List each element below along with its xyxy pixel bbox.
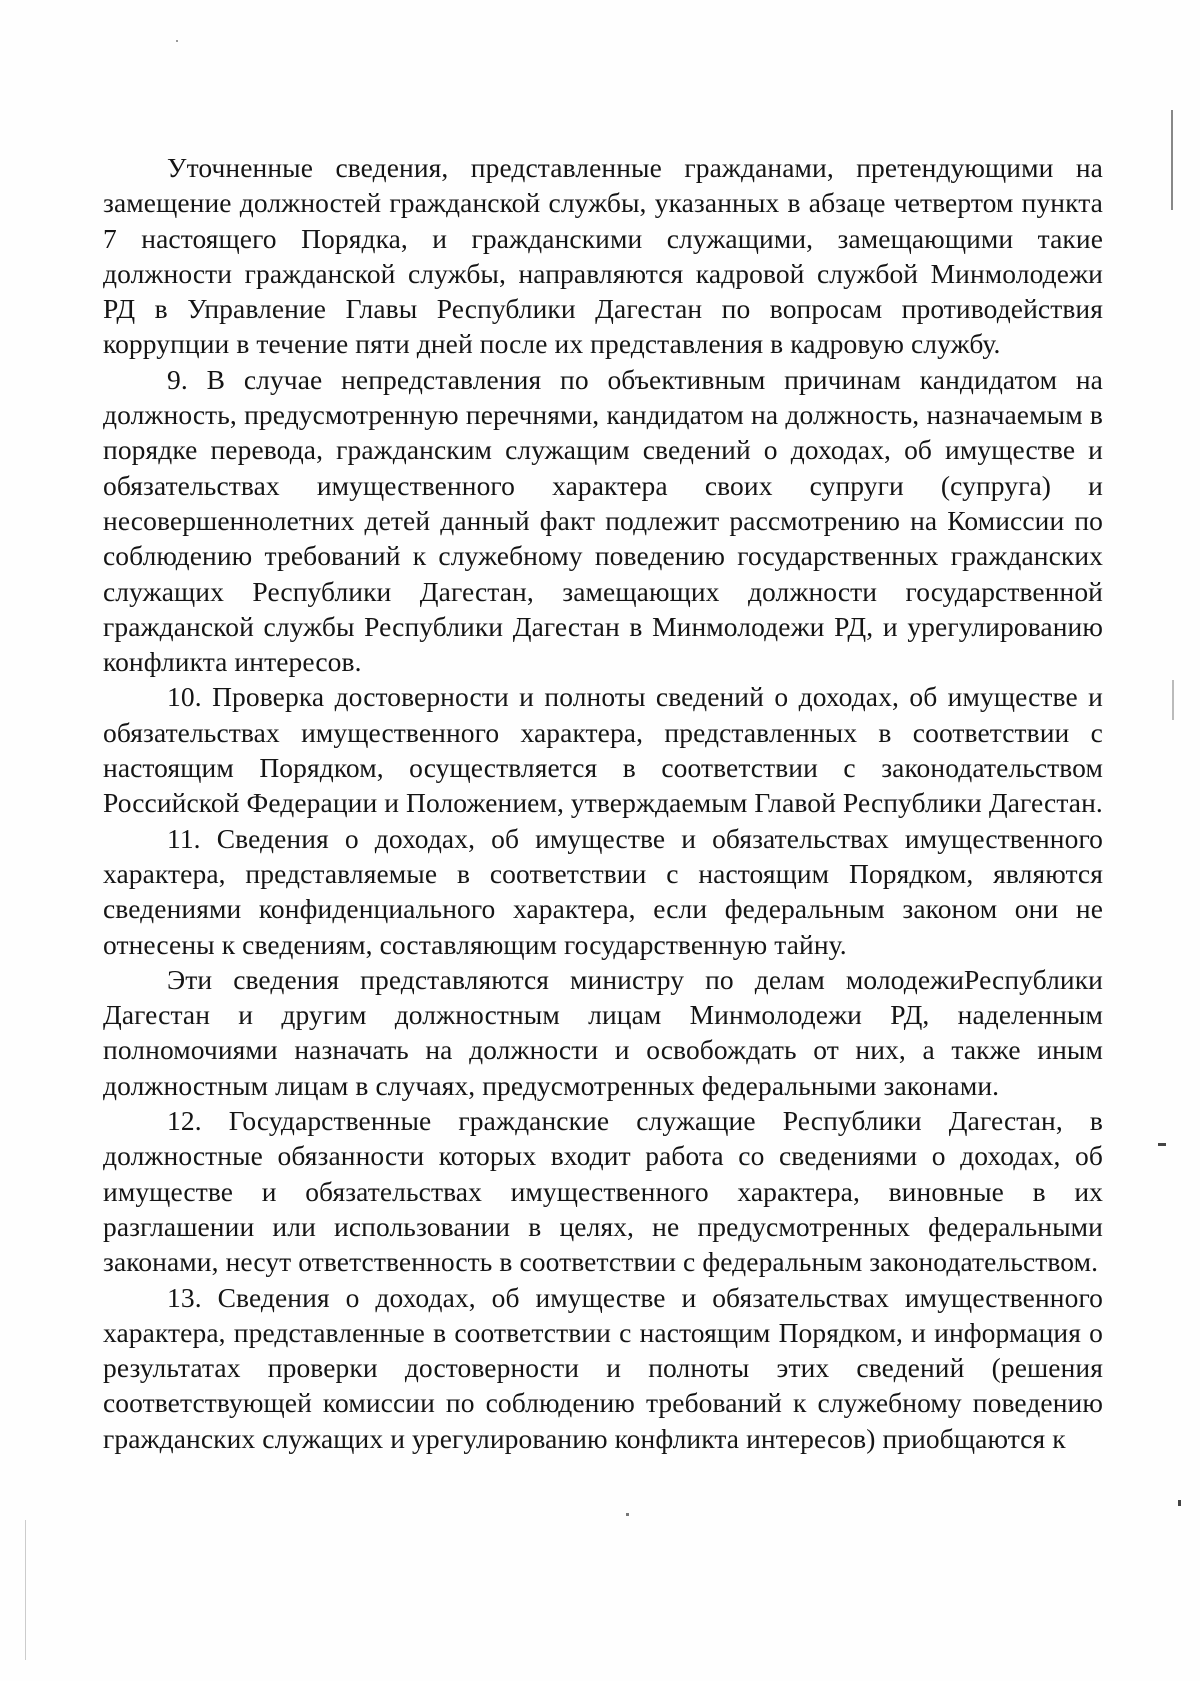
scan-speck <box>1158 1143 1166 1146</box>
scan-edge-mark <box>1171 110 1173 210</box>
paragraph-11-continued: Эти сведения представляются министру по делам молодежиРеспублики Дагестан и другим должностным лицам Минмолодежи РД, наделенным полномочиями назначать на должности и освобождать от них, а также иным должностным лицам в случаях, предусмотренных федеральными законами. <box>103 963 1103 1101</box>
paragraph-12: 12. Государственные гражданские служащие Республики Дагестан, в должностные обязанности которых входит работа со сведениями о доходах, об имуществе и обязательствах имущественного характера, виновные в их разглашении или использовании в целях, не предусмотренных федеральными законами, несут ответственность в соответствии с федеральным законодательством. <box>103 1105 1103 1278</box>
document-body <box>103 150 1103 1456</box>
paragraph-9: 9. В случае непредставления по объективным причинам кандидатом на должность, предусмотренную перечнями, кандидатом на должность, назначаемым в порядке перевода, гражданским служащим сведений о доходах, об имуществе и обязательствах имущественного характера своих супруги (супруга) и несовершеннолетних детей данный факт подлежит рассмотрению на Комиссии по соблюдению требований к служебному поведению государственных гражданских служащих Республики Дагестан, замещающих должности государственной гражданской службы Республики Дагестан в Минмолодежи РД, и урегулированию конфликта интересов. <box>103 363 1103 678</box>
scan-speck <box>1178 1500 1181 1506</box>
paragraph-10: 10. Проверка достоверности и полноты сведений о доходах, об имуществе и обязательствах имущественного характера, представленных в соответствии с настоящим Порядком, осуществляется в соответствии с законодательством Российской Федерации и Положением, утверждаемым Главой Республики Дагестан. <box>103 681 1103 819</box>
scan-edge-mark <box>25 1520 26 1660</box>
paragraph-11: 11. Сведения о доходах, об имуществе и обязательствах имущественного характера, представляемые в соответствии с настоящим Порядком, являются сведениями конфиденциального характера, если федеральным законом они не отнесены к сведениям, составляющим государственную тайну. <box>103 822 1103 960</box>
paragraph-clarified-info: Уточненные сведения, представленные гражданами, претендующими на замещение должностей гражданской службы, указанных в абзаце четвертом пункта 7 настоящего Порядка, и гражданскими служащими, замещающими такие должности гражданской службы, направляются кадровой службой Минмолодежи РД в Управление Главы Республики Дагестан по вопросам противодействия коррупции в течение пяти дней после их представления в кадровую службу. <box>103 152 1103 360</box>
scan-edge-mark <box>1172 680 1174 720</box>
scan-speck <box>626 1513 629 1516</box>
paragraph-13: 13. Сведения о доходах, об имуществе и обязательствах имущественного характера, представленные в соответствии с настоящим Порядком, и информация о результатах проверки достоверности и полноты этих сведений (решения соответствующей комиссии по соблюдению требований к служебному поведению гражданских служащих и урегулированию конфликта интересов) приобщаются к <box>103 1281 1103 1454</box>
scan-speck <box>176 40 178 42</box>
